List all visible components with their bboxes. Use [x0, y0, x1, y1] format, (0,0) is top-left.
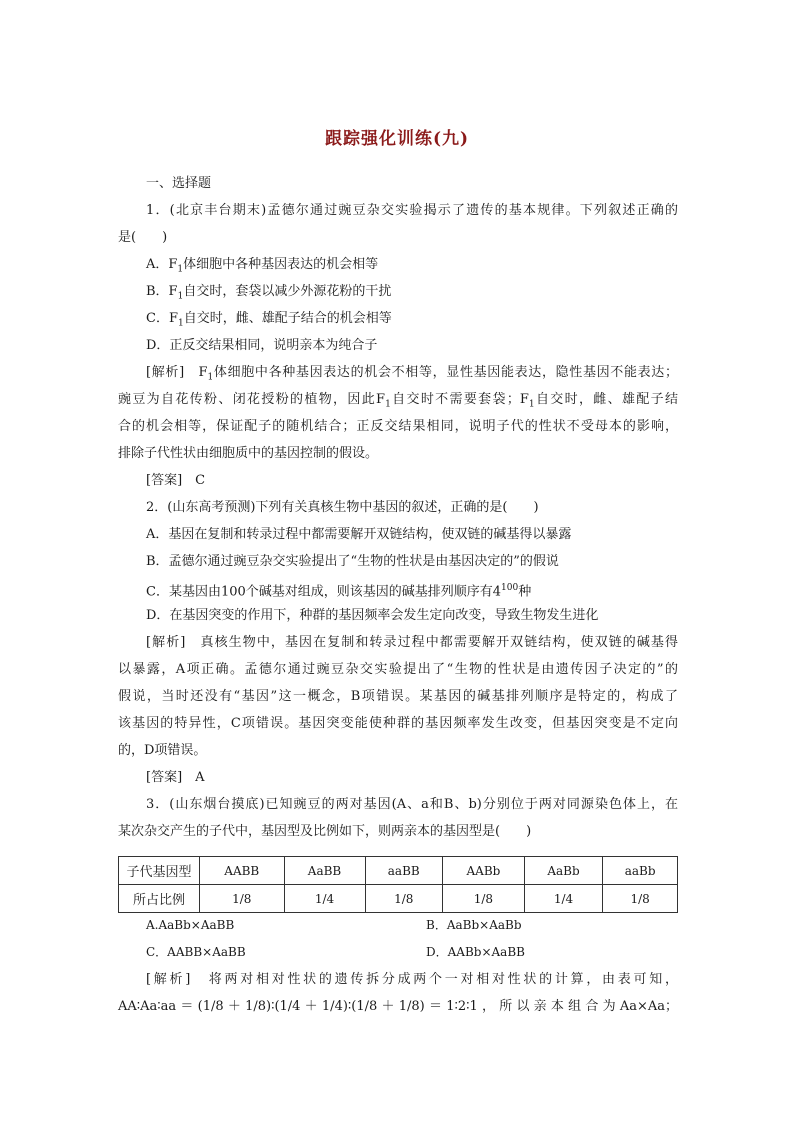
table-row — [119, 857, 678, 885]
text-span: 豌豆为自花传粉、闭花授粉的植物，因此F — [118, 392, 386, 407]
q2-answer — [118, 764, 678, 791]
q1-option-b — [118, 278, 678, 305]
q2-explanation-line3: 假说，当时还没有“基因”这一概念，B项错误。某基因的碱基排列顺序是特定的，构成了 — [118, 689, 678, 704]
q3-option-d: D．AABb×AaBB — [426, 945, 525, 959]
explanation-label: [解析] — [146, 365, 185, 380]
table-cell: 1/8 — [365, 885, 442, 913]
q1-option-d: D．正反交结果相同，说明亲本为纯合子 — [146, 338, 378, 353]
q2-explanation-line5: 的，D项错误。 — [118, 743, 207, 758]
section-heading: 一、选择题 — [146, 176, 212, 191]
q3-explanation-line1 — [118, 966, 678, 993]
subscript: 1 — [207, 372, 214, 383]
table-header-cell: 子代基因型 — [119, 857, 200, 885]
q1-stem-line1: 1．(北京丰台期末)孟德尔通过豌豆杂交实验揭示了遗传的基本规律。下列叙述正确的 — [146, 203, 678, 218]
text-span: 体细胞中各种基因表达的机会不相等，显性基因能表达，隐性基因不能表达； — [213, 365, 678, 380]
explanation-label: [解析] — [146, 972, 191, 987]
q2-option-d: D．在基因突变的作用下，种群的基因频率会发生定向改变，导致生物发生进化 — [146, 608, 599, 623]
q3-options-row2 — [146, 939, 678, 966]
table-cell: 1/8 — [200, 885, 285, 913]
text-span: 自交时不需要套袋；F — [390, 392, 529, 407]
q3-option-a: A.AaBb×AaBB — [146, 918, 235, 932]
text-span: 自交时，套袋以减少外源花粉的干扰 — [183, 284, 392, 299]
table-cell: AaBB — [284, 857, 365, 885]
q2-option-b: B．孟德尔通过豌豆杂交实验提出了“生物的性状是由基因决定的”的假说 — [146, 554, 559, 569]
q3-explanation — [118, 966, 678, 1020]
text-span: A．F — [146, 257, 178, 272]
q2-explanation-line4: 该基因的特异性，C项错误。基因突变能使种群的基因频率发生改变，但基因突变是不定向 — [118, 716, 678, 731]
answer-label: [答案] — [146, 473, 183, 488]
text-span: 将两对相对性状的遗传拆分成两个一对相对性状的计算，由表可知， — [190, 972, 678, 987]
table-cell: AABb — [442, 857, 524, 885]
table-header-cell: 所占比例 — [119, 885, 200, 913]
q1-explanation-line2 — [118, 386, 678, 413]
explanation-label: [解析] — [146, 635, 186, 650]
q1-answer — [118, 467, 678, 494]
q3-stem-line1: 3．(山东烟台摸底)已知豌豆的两对基因(A、a和B、b)分别位于两对同源染色体上，在 — [146, 797, 678, 812]
q3-option-b: B．AaBb×AaBb — [426, 918, 522, 932]
q3-options — [146, 912, 678, 966]
text-span: B．F — [146, 284, 178, 299]
table-cell: 1/8 — [442, 885, 524, 913]
genotype-table — [118, 856, 678, 913]
page-title: 跟踪强化训练(九) — [324, 129, 470, 149]
q3-stem-line2: 某次杂交产生的子代中，基因型及比例如下，则两亲本的基因型是( ) — [118, 824, 532, 839]
answer-value: C — [182, 473, 206, 488]
text-span: 自交时，雌、雄配子结 — [534, 392, 678, 407]
table-row — [119, 885, 678, 913]
text-span: C．F — [146, 311, 178, 326]
text-span: 体细胞中各种基因表达的机会相等 — [183, 257, 379, 272]
text-span: 真核生物中，基因在复制和转录过程中都需要解开双链结构，使双链的碱基得 — [185, 635, 678, 650]
q1-option-c — [118, 305, 678, 332]
q1-explanation-line4: 排除子代性状由细胞质中的基因控制的假设。 — [118, 446, 379, 461]
q1-explanation-line3: 合的机会相等，保证配子的随机结合；正反交结果相同，说明子代的性状不受母本的影响， — [118, 419, 678, 434]
subscript: 1 — [177, 291, 184, 302]
q2-option-a: A．基因在复制和转录过程中都需要解开双链结构，使双链的碱基得以暴露 — [146, 527, 572, 542]
text-span: C．某基因由100个碱基对组成，则该基因的碱基排列顺序有4 — [146, 584, 502, 600]
q2-explanation-line1 — [118, 629, 678, 656]
q2-option-c — [118, 575, 678, 602]
subscript: 1 — [177, 264, 184, 275]
table-cell: aaBb — [603, 857, 678, 885]
text-span: 自交时，雌、雄配子结合的机会相等 — [183, 311, 392, 326]
table-cell: AaBb — [524, 857, 602, 885]
q1-stem-line2: 是( ) — [118, 230, 168, 245]
q3-option-c: C．AABB×AaBB — [146, 945, 246, 959]
q3-explanation-line2: AA∶Aa∶aa＝(1/8＋1/8)∶(1/4＋1/4)∶(1/8＋1/8)＝1∶2∶1，所以亲本组合为Aa×Aa； — [118, 999, 678, 1014]
q2-stem: 2．(山东高考预测)下列有关真核生物中基因的叙述，正确的是( ) — [146, 500, 539, 515]
table-cell: 1/4 — [524, 885, 602, 913]
table-cell: aaBB — [365, 857, 442, 885]
subscript: 1 — [177, 318, 184, 329]
answer-label: [答案] — [146, 770, 183, 785]
q1-explanation-line1 — [118, 359, 678, 386]
table-cell: 1/4 — [284, 885, 365, 913]
q2-explanation-line2: 以暴露，A项正确。孟德尔通过豌豆杂交实验提出了“生物的性状是由遗传因子决定的”的 — [118, 662, 678, 677]
text-span: 种 — [518, 584, 532, 600]
text-span: F — [184, 365, 208, 380]
q1-option-a — [118, 251, 678, 278]
subscript: 1 — [385, 399, 391, 410]
superscript: 100 — [501, 583, 519, 593]
table-cell: AABB — [200, 857, 285, 885]
table-cell: 1/8 — [603, 885, 678, 913]
content-body — [118, 170, 678, 845]
answer-value: A — [182, 770, 205, 785]
subscript: 1 — [528, 399, 535, 410]
q3-options-row1 — [146, 912, 678, 939]
